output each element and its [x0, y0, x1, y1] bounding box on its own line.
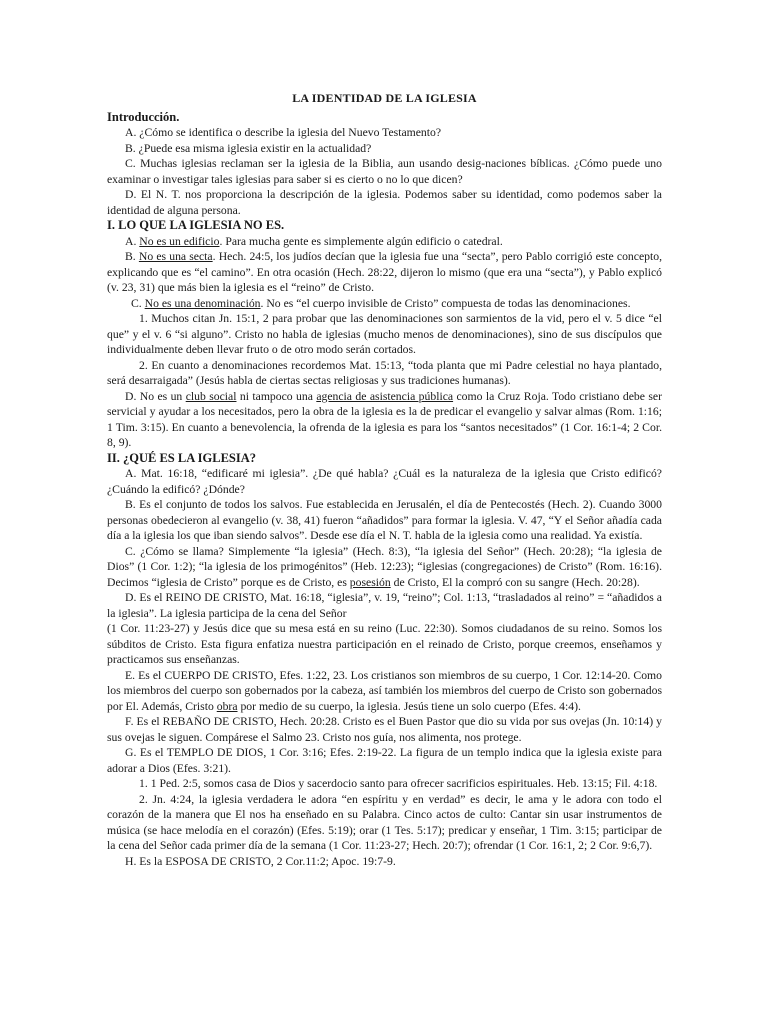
text-run: . Hech. 24:5, los judíos decían que la iglesia fue una “secta”, pero Pablo corrigió este concepto, explicando que es “el camino”. En otra ocasión (Hech. 28:22, dijeron lo mismo (que era una “secta”), y Pablo explicó (v. 23, 31) que más bien la iglesia es el “reino” de Cristo. — [107, 250, 662, 294]
s2-item-c — [107, 544, 662, 591]
s1-item-b — [107, 249, 662, 296]
document-title: LA IDENTIDAD DE LA IGLESIA — [292, 91, 477, 105]
text-run: C. — [131, 296, 145, 310]
intro-item-b: B. ¿Puede esa misma iglesia existir en la actualidad? — [125, 141, 372, 155]
s2-item-h: H. Es la ESPOSA DE CRISTO, 2 Cor.11:2; Apoc. 19:7-9. — [125, 854, 396, 868]
text-run: C. ¿Cómo se llama? Simplemente “la iglesia” (Hech. 8:3), “la iglesia del Señor” (Hech. 20:28); “la iglesia de Dios” (1 Cor. 1:2); “la iglesia de los primogénitos” (Heb. 12:23); “iglesias (congregaciones) de Cristo” (Rom. 16:16). Decimos “iglesia de Cristo” porque es de Cristo, es — [107, 544, 662, 589]
s2-item-g1: 1. 1 Ped. 2:5, somos casa de Dios y sacerdocio santo para ofrecer sacrificios espirituales. Heb. 13:15; Fil. 4:18. — [139, 777, 658, 790]
underlined-term: No es un edificio — [139, 234, 220, 248]
s2-item-g: G. Es el TEMPLO DE DIOS, 1 Cor. 3:16; Efes. 2:19-22. La figura de un templo indica que la iglesia existe para adorar a Dios (Efes. 3:21). — [107, 746, 662, 775]
s2-item-a: A. Mat. 16:18, “edificaré mi iglesia”. ¿De qué habla? ¿Cuál es la naturaleza de la iglesia que Cristo edificó? ¿Cuándo la edificó? ¿Dónde? — [107, 467, 662, 496]
s1-item-c1: 1. Muchos citan Jn. 15:1, 2 para probar que las denominaciones son sarmientos de la vid, pero el v. 5 dice “el que” y el v. 6 “si alguno”. Cristo no habla de iglesias (mucho menos de denominaciones), sino de sus discípulos que individualmente deben llevar fruto o de otro modo serán cortados. — [107, 312, 662, 356]
text-run: como la Cruz Roja. Todo cristiano debe ser servicial y ayudar a los necesitados, pero la obra de la iglesia es la de predicar el evangelio y salvar almas (Rom. 1:16; 1 Tim. 3:15). En cuanto a benevolencia, la ofrenda de la iglesia es para los “santos necesitados” (1 Cor. 16:1-4; 2 Cor. 8, 9). — [107, 389, 662, 449]
s2-item-e — [107, 668, 662, 715]
section2-heading: II. ¿QUÉ ES LA IGLESIA? — [107, 450, 257, 465]
underlined-term: club social — [185, 389, 237, 403]
s1-item-c2: 2. En cuanto a denominaciones recordemos Mat. 15:13, “toda planta que mi Padre celestial no haya plantado, será desarraigada” (Jesús habla de ciertas sectas religiosas y sus tradiciones humanas). — [107, 358, 662, 387]
s1-item-c — [107, 296, 662, 312]
s2-item-g2: 2. Jn. 4:24, la iglesia verdadera le adora “en espíritu y en verdad” es decir, le ama y le adora con todo el corazón de la manera que El nos ha enseñado en su Palabra. Cinco actos de culto: Cantar sin usar instrumentos de música (se hace melodía en el corazón) (Efes. 5:19); orar (1 Tes. 5:17); predicar y enseñar, 1 Tim. 3:15; participar de la cena del Señor cada primer día de la semana (1 Cor. 11:23-27; Hech. 20:7); ofrendar (1 Cor. 16:1, 2; 2 Cor. 9:6,7). — [107, 792, 662, 852]
underlined-term: agencia de asistencia pública — [316, 389, 454, 403]
text-run: E. Es el CUERPO DE CRISTO, Efes. 1:22, 23. Los cristianos son miembros de su cuerpo, 1 Cor. 12:14-20. Como los miembros del cuerpo son gobernados por la cabeza, así también los miembros del cuerpo de Cristo son gobernados por El. Además, Cristo — [107, 668, 662, 713]
text-run: . Para mucha gente es simplemente algún edificio o catedral. — [219, 234, 503, 248]
text-run: por medio de su cuerpo, la iglesia. Jesús tiene un solo cuerpo (Efes. 4:4). — [237, 699, 581, 713]
s2-item-b: B. Es el conjunto de todos los salvos. Fue establecida en Jerusalén, el día de Pentecostés (Hech. 2). Cuando 3000 personas obedecieron al evangelio (v. 38, 41) fueron “añadidos” para formar la iglesia. V. 47, “Y el Señor añadía cada día a la iglesia los que iban siendo salvos”. Desde ese día el N. T. habla de la iglesia como una realidad. Ya existía. — [107, 498, 662, 542]
underlined-term: obra — [216, 699, 238, 713]
underlined-term: posesión — [349, 575, 391, 589]
text-run: . No es “el cuerpo invisible de Cristo” compuesta de todas las denominaciones. — [260, 296, 631, 310]
s1-item-a — [107, 234, 662, 250]
text-run: B. — [125, 250, 139, 263]
s2-item-d: D. Es el REINO DE CRISTO, Mat. 16:18, “iglesia”, v. 19, “reino”; Col. 1:13, “trasladados al reino” = “añadidos a la iglesia”. La iglesia participa de la cena del Señor — [107, 591, 662, 620]
text-run: de Cristo, El la compró con su sangre (Hech. 20:28). — [390, 575, 640, 589]
underlined-term: No es una denominación — [144, 296, 261, 310]
intro-item-a: A. ¿Cómo se identifica o describe la iglesia del Nuevo Testamento? — [125, 126, 442, 139]
s2-item-f: F. Es el REBAÑO DE CRISTO, Hech. 20:28. Cristo es el Buen Pastor que dio su vida por sus ovejas (Jn. 10:14) y sus ovejas le siguen. Compárese el Salmo 23. Cristo nos guía, nos alimenta, nos protege. — [107, 715, 662, 744]
section1-heading: I. LO QUE LA IGLESIA NO ES. — [107, 218, 285, 232]
document-page — [107, 91, 662, 869]
intro-item-c: C. Muchas iglesias reclaman ser la iglesia de la Biblia, aun usando desig-naciones bíblicas. ¿Cómo puede uno examinar o investigar tales iglesias para saber si es cierto o no lo que dicen? — [107, 157, 662, 186]
text-run: A. — [125, 234, 140, 248]
text-run: ni tampoco una — [236, 389, 317, 403]
s1-item-d — [107, 389, 662, 451]
intro-item-d: D. El N. T. nos proporciona la descripción de la iglesia. Podemos saber su identidad, como podemos saber la identidad de alguna persona. — [107, 188, 662, 217]
intro-heading: Introducción. — [107, 109, 180, 124]
s2-item-d-continued: (1 Cor. 11:23-27) y Jesús dice que su mesa está en su reino (Luc. 22:30). Somos ciudadanos de su reino. Somos los súbditos de Cristo. Esta figura enfatiza nuestra participación en el reinado de Cristo, porque creemos, enseñamos y practicamos sus enseñanzas. — [107, 622, 662, 666]
underlined-term: No es una secta — [138, 250, 213, 263]
text-run: D. No es un — [125, 389, 186, 403]
